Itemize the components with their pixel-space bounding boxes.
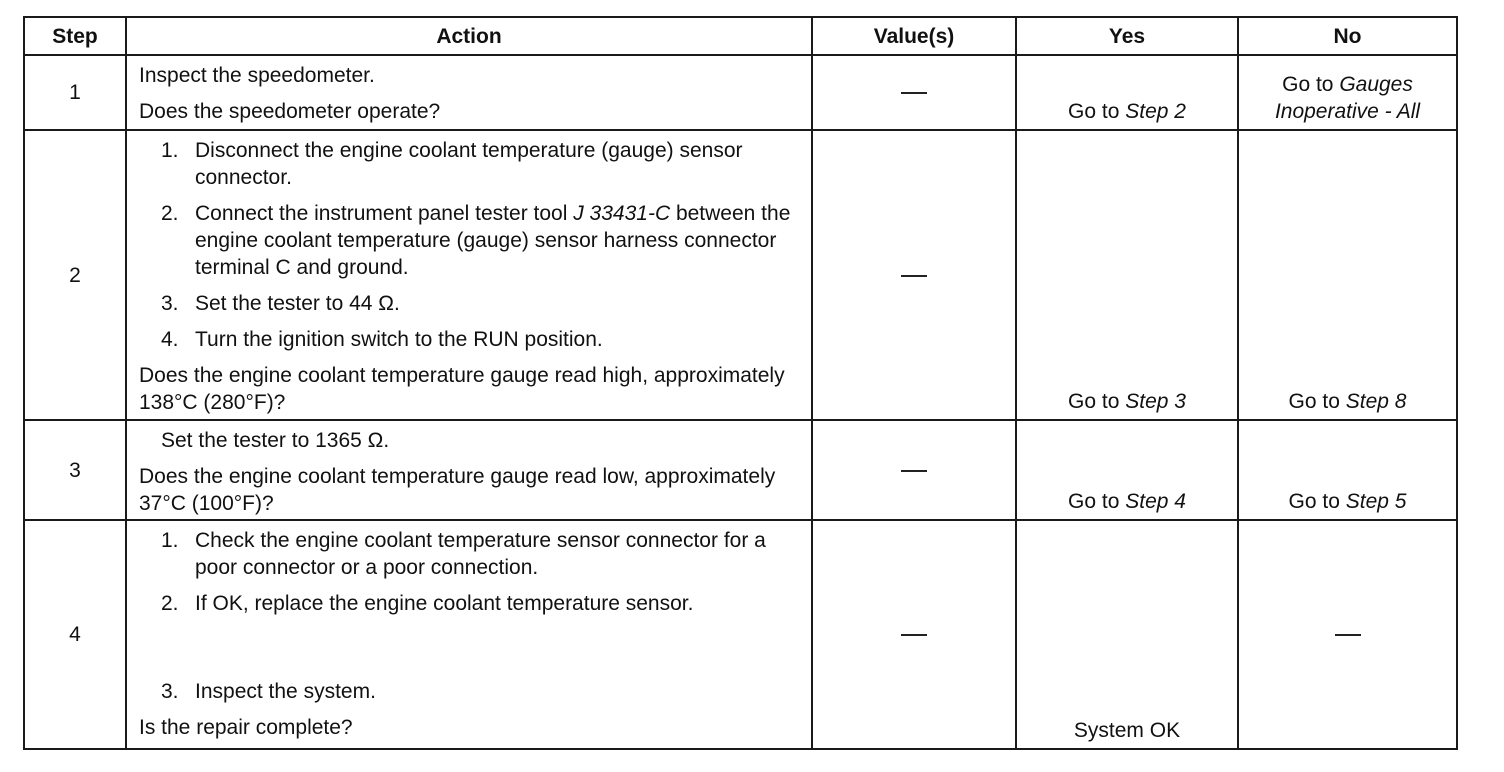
list-item: 1. Disconnect the engine coolant temperature (gauge) sensor connector. — [161, 139, 743, 189]
header-row — [24, 17, 1457, 55]
step-number: 4 — [24, 520, 126, 749]
tool-number: J 33431-C — [573, 202, 671, 225]
no-cell: Go to Step 5 — [1238, 420, 1457, 520]
dash-mark — [901, 275, 927, 277]
action-text: Set the tester to 1365 Ω. — [161, 429, 390, 452]
dash-mark — [1335, 634, 1361, 636]
no-cell — [1238, 520, 1457, 749]
table-row — [24, 55, 1457, 130]
step-reference: Step 4 — [1125, 490, 1186, 513]
action-question: Does the engine coolant temperature gauge read low, approximately 37°C (100°F)? — [139, 465, 776, 515]
value-cell — [812, 55, 1016, 130]
header-values: Value(s) — [812, 17, 1016, 55]
dash-mark — [901, 470, 927, 472]
header-step: Step — [24, 17, 126, 55]
header-no: No — [1238, 17, 1457, 55]
yes-cell: Go to Step 2 — [1016, 55, 1238, 130]
table-row — [24, 130, 1457, 420]
action-cell — [126, 55, 812, 130]
diagnostic-table — [23, 16, 1458, 750]
no-cell: Go to Gauges Inoperative - All — [1238, 55, 1457, 130]
yes-cell: System OK — [1016, 520, 1238, 749]
action-question: Does the engine coolant temperature gauge read high, approximately 138°C (280°F)? — [139, 364, 785, 414]
step-reference: Step 3 — [1125, 390, 1186, 413]
action-question: Is the repair complete? — [139, 716, 353, 739]
header-yes: Yes — [1016, 17, 1238, 55]
step-reference: Step 5 — [1345, 490, 1407, 513]
value-cell — [812, 520, 1016, 749]
list-item: 3. Set the tester to 44 Ω. — [161, 292, 400, 315]
list-item: 1. Check the engine coolant temperature sensor connector for a poor connector or a poor connection. — [161, 529, 766, 579]
spacer — [161, 626, 801, 678]
list-item: 2. Connect the instrument panel tester tool J 33431-C between the engine coolant temperature (gauge) sensor harness connector terminal C and ground. — [161, 202, 791, 279]
action-question: Does the speedometer operate? — [139, 100, 441, 123]
step-reference: Step 2 — [1125, 100, 1186, 123]
list-item: 3. Inspect the system. — [161, 680, 376, 703]
section-reference: Gauges Inoperative - All — [1274, 73, 1421, 123]
table-row — [24, 420, 1457, 520]
yes-cell: Go to Step 4 — [1016, 420, 1238, 520]
action-cell — [126, 130, 812, 420]
yes-cell: Go to Step 3 — [1016, 130, 1238, 420]
list-item: 4. Turn the ignition switch to the RUN position. — [161, 328, 603, 351]
header-action: Action — [126, 17, 812, 55]
action-cell — [126, 520, 812, 749]
value-cell — [812, 130, 1016, 420]
dash-mark — [901, 92, 927, 94]
step-reference: Step 8 — [1345, 390, 1407, 413]
step-number: 3 — [24, 420, 126, 520]
action-list — [139, 137, 801, 353]
dash-mark — [901, 634, 927, 636]
action-cell — [126, 420, 812, 520]
step-number: 2 — [24, 130, 126, 420]
action-list — [139, 527, 801, 705]
value-cell — [812, 420, 1016, 520]
list-item: 2. If OK, replace the engine coolant temperature sensor. — [161, 592, 694, 615]
table-row — [24, 520, 1457, 749]
action-text: Inspect the speedometer. — [139, 64, 375, 87]
step-number: 1 — [24, 55, 126, 130]
no-cell: Go to Step 8 — [1238, 130, 1457, 420]
